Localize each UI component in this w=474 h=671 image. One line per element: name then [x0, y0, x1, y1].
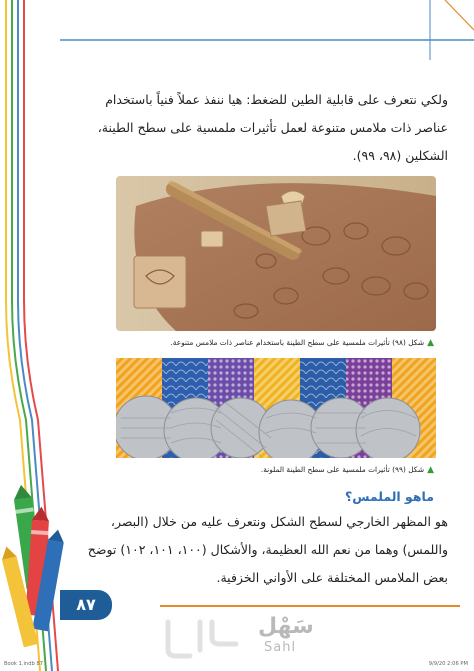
- print-footer-file: Book 1.indb 87: [4, 661, 44, 667]
- figure-98-photo: [116, 176, 436, 331]
- texture-line-3: بعض الملامس المختلفة على الأواني الخزفية.: [216, 570, 448, 585]
- decorative-crayons: [0, 0, 90, 671]
- section-heading: ماهو الملمس؟: [344, 489, 434, 504]
- figure-99-caption: ▲شكل (٩٩) تأثيرات ملمسية على سطح الطينة الملونة.: [260, 465, 434, 475]
- texture-paragraph: [87, 508, 448, 592]
- intro-line-1: ولكي نتعرف على قابلية الطين للضغط: هيا ننفذ عملاً فنياً باستخدام: [105, 92, 448, 107]
- figure-99-photo: [116, 358, 436, 458]
- intro-line-2: عناصر ذات ملامس متنوعة لعمل تأثيرات ملمسية على سطح الطينة،: [97, 120, 448, 135]
- watermark-arabic: سَهْل: [258, 614, 314, 639]
- texture-line-2: واللمس) وهما من نعم الله العظيمة، والأشكال (١٠٠، ١٠١، ١٠٢) توضح: [87, 542, 448, 557]
- intro-paragraph: [97, 86, 448, 170]
- footer-divider: [160, 605, 460, 607]
- watermark-latin: Sahl: [264, 640, 297, 655]
- print-footer-date: 9/9/20 2:06 PM: [428, 661, 468, 667]
- page-number-badge: ٨٧: [60, 590, 112, 620]
- figure-98-caption: ▲شكل (٩٨) تأثيرات ملمسية على سطح الطينة باستخدام عناصر ذات ملامس متنوعة.: [170, 338, 434, 348]
- triangle-marker-icon: ▲: [427, 338, 434, 348]
- intro-line-3: الشكلين (٩٨، ٩٩).: [352, 148, 448, 163]
- triangle-marker-icon: ▲: [427, 465, 434, 475]
- texture-line-1: هو المظهر الخارجي لسطح الشكل ونتعرف عليه من خلال (البصر،: [110, 514, 448, 529]
